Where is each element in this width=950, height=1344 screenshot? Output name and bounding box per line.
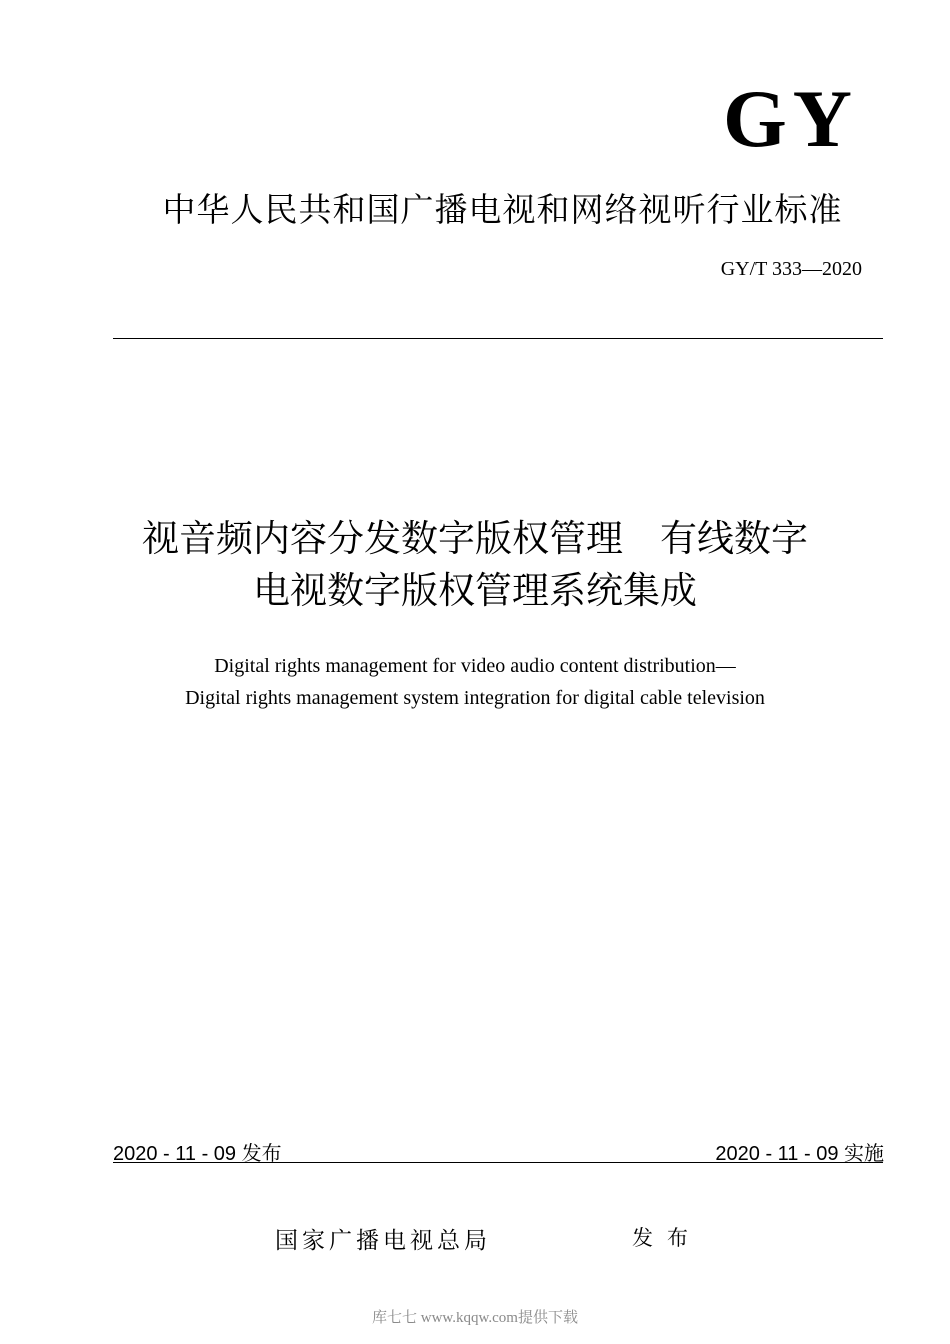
title-chinese-line-2: 电视数字版权管理系统集成 <box>253 569 697 612</box>
bottom-divider <box>113 1162 883 1163</box>
effective-date: 2020 - 11 - 09 实施 <box>715 1143 884 1165</box>
gy-logo: GY <box>723 73 858 164</box>
publish-label: 发布 <box>632 1226 702 1250</box>
top-divider <box>113 338 883 339</box>
standard-number: GY/T 333—2020 <box>720 258 862 280</box>
title-english-line-2: Digital rights management system integration for digital cable television <box>185 687 765 709</box>
download-watermark: 库七七 www.kqqw.com提供下载 <box>372 1310 578 1326</box>
title-english <box>0 650 950 714</box>
title-chinese-line-1: 视音频内容分发数字版权管理 有线数字 <box>142 517 808 560</box>
issue-date: 2020 - 11 - 09 发布 <box>113 1143 282 1165</box>
standard-category: 中华人民共和国广播电视和网络视听行业标准 <box>162 190 843 229</box>
title-english-line-1: Digital rights management for video audio content distribution— <box>214 655 736 677</box>
title-chinese <box>0 513 950 617</box>
issuing-authority: 国家广播电视总局 <box>275 1228 491 1254</box>
